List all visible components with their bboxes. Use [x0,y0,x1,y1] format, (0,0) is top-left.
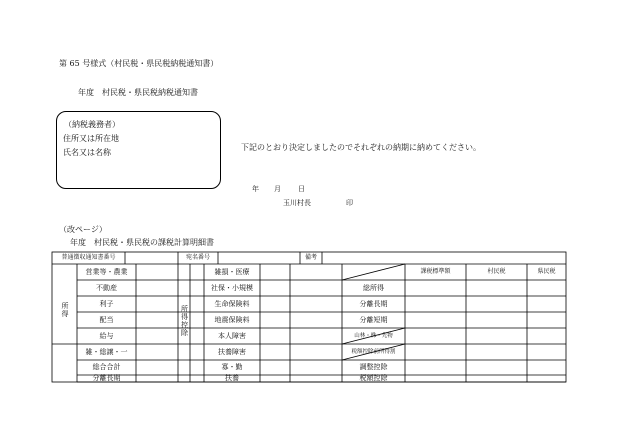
form-number: 第 65 号様式（村民税・県民税納税通知書） [59,59,219,68]
col-header-village-tax: 村民税 [487,268,506,275]
deduction-item-dependent: 扶養 [225,374,239,382]
deduction-item-social-insurance: 社保・小規模 [211,283,253,292]
deduction-item-self-disability: 本人障害 [218,331,246,340]
date-month: 月 [274,185,281,193]
issuer-name: 玉川村長 [283,199,311,207]
date-year: 年 [252,185,259,193]
deduction-item-widow-student: 寡・勤 [221,363,243,371]
seal-mark: 印 [346,199,353,207]
calc-title: 年度 村民税・県民税の課税計算明細書 [70,238,214,247]
income-item-interest: 利子 [99,299,114,308]
right-item-tax-credit: 税額控除 [359,374,388,382]
taxpayer-label: （納税義務者） [64,120,120,129]
col-header-tax-base: 課税標準額 [420,268,451,275]
page-break-label: （改ページ） [59,225,107,234]
deduction-item-casualty-medical: 雑損・医療 [214,267,250,276]
deduction-group-label: 所得控除 [180,305,189,337]
right-item-separate-long: 分離長期 [359,299,388,308]
name-label: 氏名又は名称 [63,148,111,157]
notice-message: 下記のとおり決定しましたのでそれぞれの納期に納めてください。 [241,143,481,152]
income-item-misc: 雑・総譲・一 [85,347,128,356]
date-day: 日 [298,185,305,193]
remarks-label: 備考 [304,254,317,261]
income-group-label: 所得 [61,302,69,318]
income-item-total: 総合合計 [92,363,121,371]
income-item-dividend: 配当 [99,315,114,324]
income-item-real-estate: 不動産 [96,283,117,292]
right-item-total-income: 総所得 [363,283,384,292]
right-item-pre-credit: 税額控除前所得割 [351,348,396,355]
right-item-adjustment: 調整控除 [359,363,388,371]
right-item-forest-stock: 山林・株・先物 [354,332,393,339]
address-label: 住所又は所在地 [63,134,119,143]
address-code-label: 宛名番号 [185,254,210,261]
income-item-business: 営業等・農業 [85,267,128,276]
col-header-prefecture-tax: 県民税 [537,268,556,275]
notice-number-label: 普通徴収通知書番号 [61,254,116,261]
notice-title: 年度 村民税・県民税納税通知書 [78,88,198,97]
right-item-separate-short: 分離短期 [359,315,388,324]
deduction-item-life-insurance: 生命保険料 [214,299,250,308]
deduction-item-earthquake: 地震保険料 [214,315,250,324]
income-item-separate-long: 分離長期 [92,374,121,382]
income-item-salary: 給与 [99,331,114,340]
deduction-item-dependent-disability: 扶養障害 [218,347,246,356]
